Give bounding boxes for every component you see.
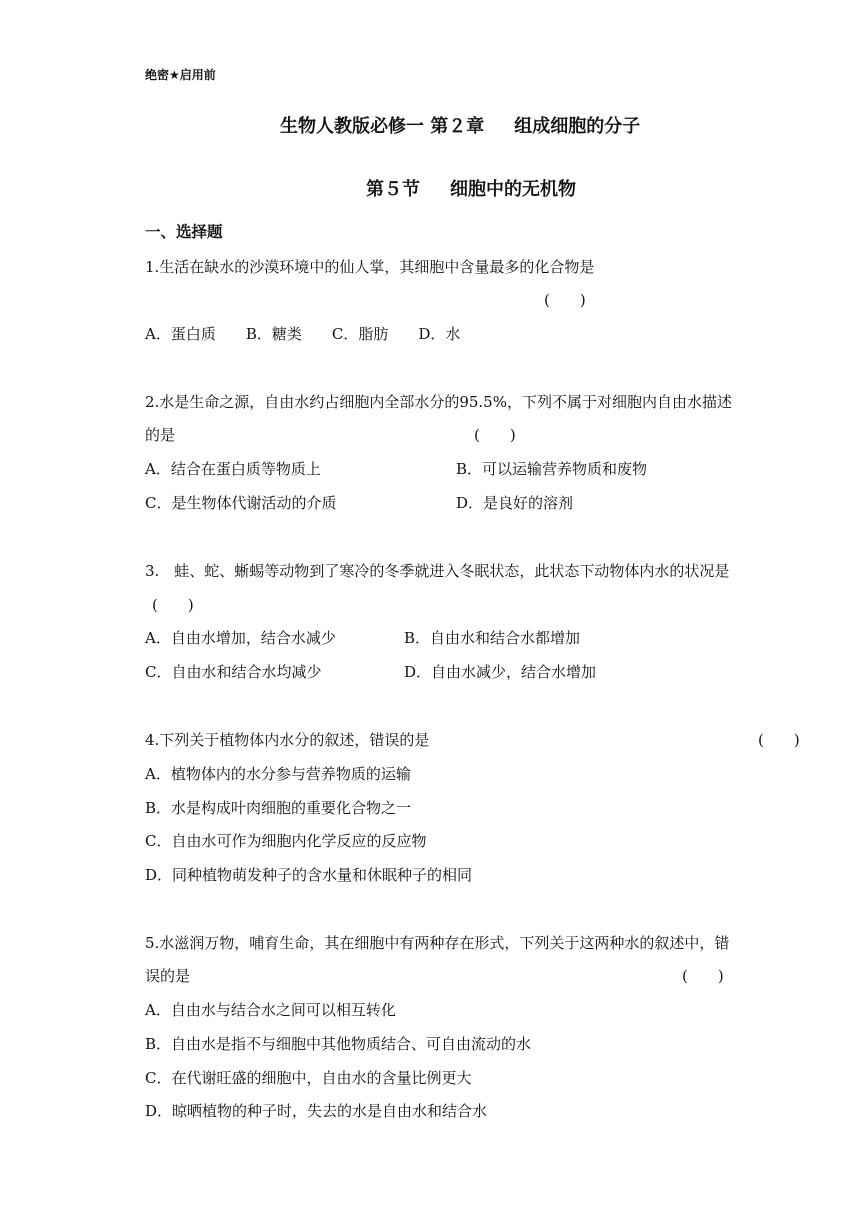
option-b: B．自由水是指不与细胞中其他物质结合、可自由流动的水 [145,1035,532,1053]
question-stem: 2.水是生命之源，自由水约占细胞内全部水分的95.5%，下列不属于对细胞内自由水描述 [145,393,732,411]
answer-bracket: ( ) [152,596,194,614]
title-chapter: 生物人教版必修一 第２章 [280,116,485,137]
answer-bracket: ( ) [474,426,516,444]
question-stem-continued: 的是 [145,426,176,444]
secret-mark: 绝密★启用前 [145,68,216,82]
question-stem: 5.水滋润万物，哺育生命，其在细胞中有两种存在形式，下列关于这两种水的叙述中，错 [145,934,730,952]
option-b: B．自由水和结合水都增加 [404,629,581,647]
question-stem-continued: 误的是 [145,967,191,985]
option-d: D．是良好的溶剂 [456,494,574,512]
option-a: A．自由水与结合水之间可以相互转化 [145,1001,396,1019]
document-title [280,112,640,138]
option-c: C．自由水可作为细胞内化学反应的反应物 [145,832,427,850]
section-title: 一、选择题 [145,223,223,241]
question-stem: 4.下列关于植物体内水分的叙述，错误的是 [145,731,430,749]
option-d: D．晾晒植物的种子时，失去的水是自由水和结合水 [145,1102,488,1120]
question-stem: 3. 蛙、蛇、蜥蜴等动物到了寒冷的冬季就进入冬眠状态，此状态下动物体内水的状况是 [145,562,730,580]
answer-bracket: ( ) [682,967,724,985]
option-a: A．植物体内的水分参与营养物质的运输 [145,765,411,783]
option-c: C．是生物体代谢活动的介质 [145,494,337,512]
option-a: A．自由水增加，结合水减少 [145,629,336,647]
option-b: B．可以运输营养物质和废物 [456,460,648,478]
option-c: C．自由水和结合水均减少 [145,663,322,681]
options-line: A．蛋白质 B．糖类 C．脂肪 D．水 [145,325,461,343]
title-topic: 组成细胞的分子 [514,116,641,137]
subtitle-topic: 细胞中的无机物 [450,179,576,200]
answer-bracket: ( ) [544,291,586,309]
option-a: A．结合在蛋白质等物质上 [145,460,321,478]
option-d: D．自由水减少，结合水增加 [404,663,597,681]
question-stem: 1.生活在缺水的沙漠环境中的仙人掌，其细胞中含量最多的化合物是 [145,258,595,276]
option-c: C．在代谢旺盛的细胞中，自由水的含量比例更大 [145,1069,472,1087]
answer-bracket: ( ) [758,731,800,749]
subtitle-section: 第５节 [366,179,420,200]
document-subtitle [366,175,576,201]
option-d: D．同种植物萌发种子的含水量和休眠种子的相同 [145,866,473,884]
option-b: B．水是构成叶肉细胞的重要化合物之一 [145,799,412,817]
